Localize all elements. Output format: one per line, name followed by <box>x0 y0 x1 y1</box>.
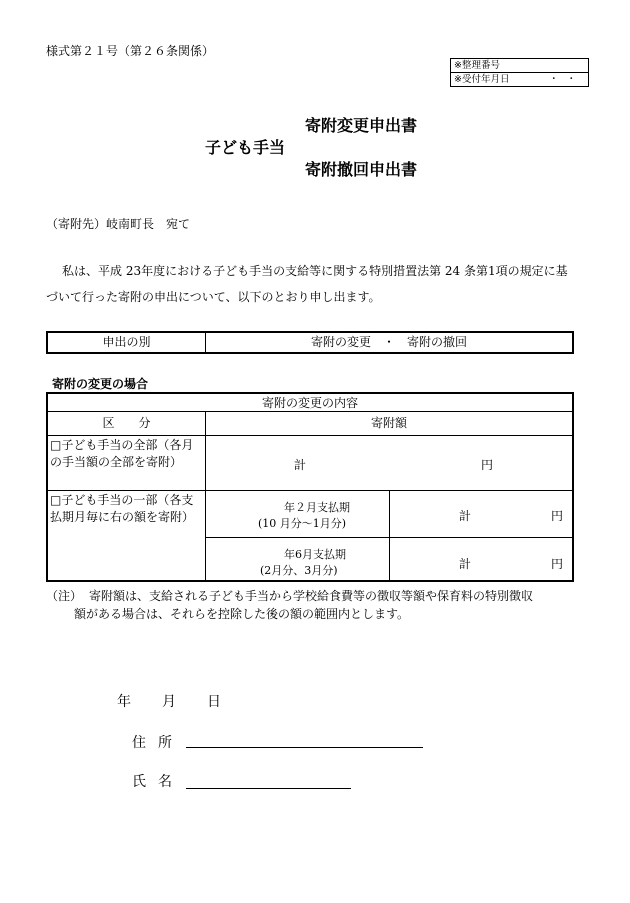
address-label: 住所 <box>132 735 184 751</box>
body-line-1: 私は、平成 23年度における子ども手当の支給等に関する特別措置法第 24 条第1項の規定に基 <box>62 264 568 278</box>
request-type-label: 申出の別 <box>48 333 206 352</box>
address-input-line[interactable] <box>186 747 423 748</box>
jun-yen-label: 円 <box>551 557 564 571</box>
note-line-2: 額がある場合は、それらを控除した後の額の範囲内とします。 <box>74 607 410 621</box>
change-details-table <box>46 392 574 582</box>
option-full-donation[interactable]: □子ども手当の全部（各月の手当額の全部を寄附） <box>50 438 194 469</box>
reference-number-field: ※整理番号 <box>451 59 588 73</box>
received-date-label: ※受付年月日 <box>454 74 510 85</box>
date-dots: ・・ <box>549 74 585 85</box>
period-feb-months: (10 月分～1月分) <box>258 517 347 530</box>
office-use-box <box>450 58 589 87</box>
title-allowance: 子ども手当 <box>205 138 286 157</box>
option-partial-donation[interactable]: □子ども手当の一部（各支払期月毎に右の額を寄附） <box>50 493 195 524</box>
date-day-label: 日 <box>207 694 221 710</box>
category-column-header: 区 分 <box>102 416 151 430</box>
received-date-field <box>451 73 588 86</box>
note-prefix: （注） <box>46 589 83 603</box>
period-jun-months: (2月分、3月分) <box>260 564 338 577</box>
request-type-options[interactable]: 寄附の変更 ・ 寄附の撤回 <box>310 335 467 349</box>
full-total-label: 計 <box>294 458 307 472</box>
full-yen-label: 円 <box>481 458 494 472</box>
jun-total-label: 計 <box>459 557 472 571</box>
amount-column-header: 寄附額 <box>370 416 407 430</box>
addressee: （寄附先）岐南町長 宛て <box>46 217 191 231</box>
name-label: 氏名 <box>132 774 184 790</box>
period-feb-label: 年２月支払期 <box>284 501 350 514</box>
note-line-1: 寄附額は、支給される子ども手当から学校給食費等の徴収等額や保育料の特別徴収 <box>89 589 534 603</box>
table-header: 寄附の変更の内容 <box>261 396 358 410</box>
body-line-2: づいて行った寄附の申出について、以下のとおり申し出ます。 <box>46 290 381 304</box>
feb-yen-label: 円 <box>551 509 564 523</box>
feb-total-label: 計 <box>459 509 472 523</box>
date-month-label: 月 <box>162 694 176 710</box>
title-change: 寄附変更申出書 <box>305 116 418 135</box>
change-section-heading: 寄附の変更の場合 <box>52 377 149 391</box>
title-withdrawal: 寄附撤回申出書 <box>305 160 418 179</box>
date-year-label: 年 <box>117 694 131 710</box>
form-number: 様式第２１号（第２６条関係） <box>46 44 215 58</box>
period-jun-label: 年6月支払期 <box>284 548 346 561</box>
request-type-table <box>46 331 574 354</box>
name-input-line[interactable] <box>186 788 351 789</box>
